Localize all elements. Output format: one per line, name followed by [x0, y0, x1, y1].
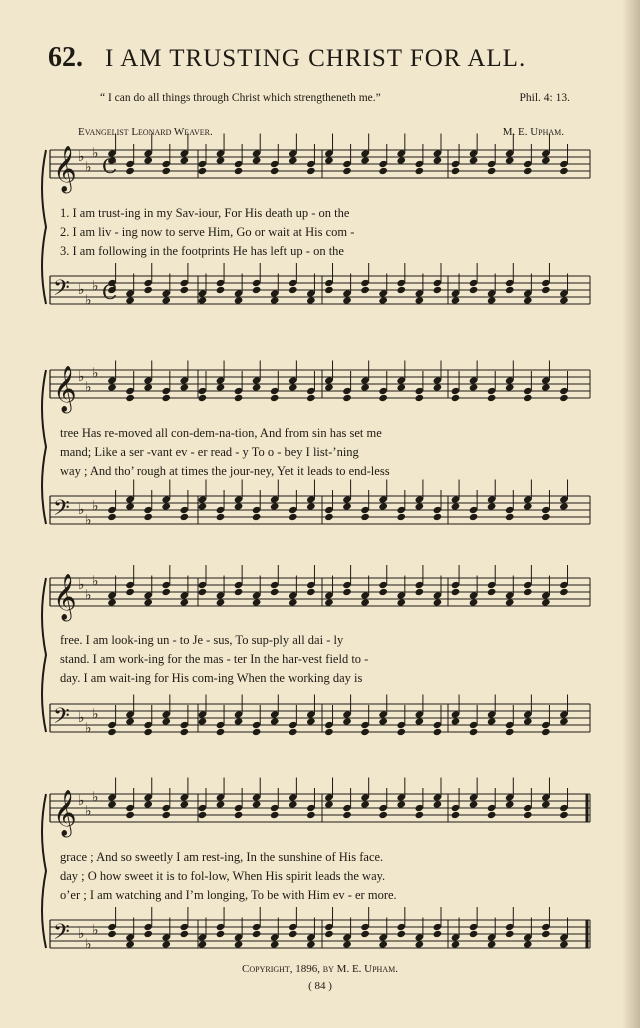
note-head [143, 598, 153, 606]
flat-icon: ♭ [78, 710, 85, 726]
note-head [107, 513, 117, 521]
treble-staff [50, 565, 590, 622]
note-head [180, 598, 190, 606]
note-head [161, 717, 171, 725]
treble-staff [50, 778, 590, 839]
note-head [505, 598, 515, 606]
note-head [433, 728, 443, 736]
note-head [378, 296, 388, 304]
flat-icon: ♭ [85, 936, 92, 953]
note-head [288, 800, 298, 808]
note-head [559, 296, 569, 304]
note-head [252, 156, 262, 164]
note-head [505, 513, 515, 521]
note-head [324, 383, 334, 391]
flat-icon: ♭ [85, 512, 92, 529]
note-head [216, 286, 226, 294]
treble-clef-icon: 𝄞 [53, 790, 77, 836]
note-head [487, 811, 497, 819]
note-head [523, 502, 533, 510]
note-head [505, 286, 515, 294]
note-head [469, 728, 479, 736]
flat-icon: ♭ [78, 577, 85, 593]
lyric-verse-1: tree Has re-moved all con-dem-na-tion, And from sin has set me [60, 426, 382, 440]
note-head [487, 502, 497, 510]
bass-clef-icon: 𝄢 [53, 920, 70, 950]
note-head [125, 588, 135, 596]
flat-icon: ♭ [92, 922, 99, 939]
lyric-verse-2: mand; Like a ser -vant ev - er read - y To o - bey I list-’ning [60, 445, 359, 459]
note-head [161, 167, 171, 175]
note-head [523, 296, 533, 304]
note-head [559, 588, 569, 596]
note-head [234, 717, 244, 725]
note-head [541, 383, 551, 391]
note-head [252, 800, 262, 808]
note-head [234, 394, 244, 402]
system-brace [42, 794, 46, 948]
note-head [306, 394, 316, 402]
note-head [161, 940, 171, 948]
note-head [198, 940, 208, 948]
note-head [360, 286, 370, 294]
bass-clef-icon: 𝄢 [53, 704, 70, 734]
note-head [378, 940, 388, 948]
note-head [451, 394, 461, 402]
note-head [324, 598, 334, 606]
flat-icon: ♭ [78, 926, 85, 942]
lyrics-block-4 [60, 848, 580, 905]
note-head [451, 940, 461, 948]
composer-credit: M. E. Upham. [502, 126, 564, 138]
note-head [396, 156, 406, 164]
note-head [234, 296, 244, 304]
note-head [396, 598, 406, 606]
note-head [125, 502, 135, 510]
note-head [143, 930, 153, 938]
note-head [433, 383, 443, 391]
note-head [306, 588, 316, 596]
note-head [360, 156, 370, 164]
note-head [216, 728, 226, 736]
lyric-verse-2: day ; O how sweet it is to fol-low, When His spirit leads the way. [60, 869, 386, 883]
note-head [342, 940, 352, 948]
note-head [541, 598, 551, 606]
note-head [487, 717, 497, 725]
bass-staff [50, 907, 590, 953]
note-head [360, 383, 370, 391]
flat-icon: ♭ [85, 803, 92, 820]
note-head [378, 588, 388, 596]
note-head [143, 156, 153, 164]
epigraph [100, 92, 570, 104]
note-head [107, 800, 117, 808]
note-head [433, 286, 443, 294]
note-head [378, 394, 388, 402]
note-head [107, 930, 117, 938]
note-head [125, 717, 135, 725]
note-head [415, 811, 425, 819]
note-head [433, 156, 443, 164]
lyric-verse-3: day. I am wait-ing for His com-ing When the working day is [60, 671, 363, 685]
note-head [378, 811, 388, 819]
note-head [252, 513, 262, 521]
note-head [469, 930, 479, 938]
lyrics-block-2 [60, 424, 580, 481]
note-head [143, 383, 153, 391]
flat-icon: ♭ [92, 278, 99, 295]
note-head [324, 156, 334, 164]
note-head [360, 800, 370, 808]
note-head [234, 588, 244, 596]
flat-icon: ♭ [85, 292, 92, 309]
bass-staff [50, 695, 590, 737]
note-head [523, 394, 533, 402]
note-head [433, 513, 443, 521]
note-head [143, 513, 153, 521]
note-head [342, 167, 352, 175]
page-spine-shadow [622, 0, 640, 1028]
treble-staff [50, 134, 590, 195]
note-head [216, 513, 226, 521]
note-head [559, 940, 569, 948]
note-head [125, 394, 135, 402]
treble-clef-icon: 𝄞 [53, 574, 77, 620]
note-head [451, 811, 461, 819]
note-head [396, 383, 406, 391]
note-head [342, 717, 352, 725]
note-head [415, 502, 425, 510]
note-head [270, 296, 280, 304]
note-head [469, 156, 479, 164]
note-head [288, 598, 298, 606]
note-head [125, 940, 135, 948]
note-head [234, 502, 244, 510]
note-head [161, 502, 171, 510]
note-head [143, 728, 153, 736]
note-head [487, 296, 497, 304]
note-head [306, 167, 316, 175]
note-head [433, 800, 443, 808]
note-head [378, 717, 388, 725]
flat-icon: ♭ [78, 793, 85, 809]
note-head [216, 383, 226, 391]
hymn-title-row [48, 42, 608, 78]
treble-clef-icon: 𝄞 [53, 146, 77, 192]
note-head [469, 383, 479, 391]
note-head [523, 811, 533, 819]
note-head [161, 394, 171, 402]
flat-icon: ♭ [92, 498, 99, 515]
note-head [198, 394, 208, 402]
note-head [505, 728, 515, 736]
note-head [252, 286, 262, 294]
lyric-verse-2: stand. I am work-ing for the mas - ter In the har-vest field to - [60, 652, 369, 666]
lyric-verse-3: 3. I am following in the footprints He has left up - on the [60, 244, 344, 258]
note-head [288, 513, 298, 521]
lyrics-block-3 [60, 631, 580, 688]
note-head [198, 588, 208, 596]
bass-staff [50, 480, 590, 529]
note-head [270, 811, 280, 819]
flat-icon: ♭ [78, 502, 85, 518]
note-head [216, 156, 226, 164]
note-head [161, 296, 171, 304]
note-head [125, 167, 135, 175]
note-head [324, 513, 334, 521]
note-head [216, 930, 226, 938]
note-head [180, 728, 190, 736]
note-head [161, 811, 171, 819]
note-head [559, 167, 569, 175]
note-head [306, 502, 316, 510]
note-head [252, 383, 262, 391]
note-head [487, 167, 497, 175]
note-head [143, 800, 153, 808]
note-head [559, 394, 569, 402]
note-head [505, 383, 515, 391]
hymn-number: 62. [48, 42, 83, 73]
note-head [360, 930, 370, 938]
note-head [523, 940, 533, 948]
note-head [469, 286, 479, 294]
page-number: ( 84 ) [308, 980, 332, 992]
lyric-verse-2: 2. I am liv - ing now to serve Him, Go or wait at His com - [60, 225, 355, 239]
note-head [415, 717, 425, 725]
system-brace [42, 370, 46, 524]
flat-icon: ♭ [78, 149, 85, 165]
note-head [396, 930, 406, 938]
note-head [469, 513, 479, 521]
note-head [378, 167, 388, 175]
note-head [161, 588, 171, 596]
common-time-icon: C [102, 154, 118, 178]
lyricist-credit: Evangelist Leonard Weaver. [78, 126, 213, 138]
hymn-title: I AM TRUSTING CHRIST FOR ALL. [105, 45, 527, 72]
note-head [487, 588, 497, 596]
note-head [415, 394, 425, 402]
note-head [125, 296, 135, 304]
note-head [180, 286, 190, 294]
note-head [306, 940, 316, 948]
note-head [541, 728, 551, 736]
note-head [505, 800, 515, 808]
note-head [198, 717, 208, 725]
common-time-icon: C [102, 280, 118, 304]
note-head [180, 156, 190, 164]
note-head [342, 502, 352, 510]
flat-icon: ♭ [92, 145, 99, 162]
note-head [198, 502, 208, 510]
lyric-verse-3: way ; And tho’ rough at times the jour-ney, Yet it leads to end-less [60, 464, 390, 478]
lyric-verse-1: free. I am look-ing un - to Je - sus, To sup-ply all dai - ly [60, 633, 344, 647]
note-head [396, 286, 406, 294]
note-head [107, 728, 117, 736]
note-head [541, 156, 551, 164]
epigraph-quote: “ I can do all things through Christ which strengtheneth me.” [100, 92, 381, 104]
note-head [143, 286, 153, 294]
note-head [270, 588, 280, 596]
system-brace [42, 578, 46, 732]
note-head [252, 598, 262, 606]
note-head [433, 598, 443, 606]
note-head [378, 502, 388, 510]
note-head [198, 296, 208, 304]
note-head [306, 296, 316, 304]
note-head [451, 502, 461, 510]
note-head [288, 156, 298, 164]
note-head [415, 167, 425, 175]
note-head [523, 588, 533, 596]
note-head [396, 728, 406, 736]
note-head [523, 717, 533, 725]
note-head [270, 717, 280, 725]
note-head [451, 588, 461, 596]
note-head [216, 800, 226, 808]
flat-icon: ♭ [92, 706, 99, 723]
note-head [360, 513, 370, 521]
note-head [288, 930, 298, 938]
note-head [505, 156, 515, 164]
note-head [288, 286, 298, 294]
note-head [451, 717, 461, 725]
bass-staff [50, 263, 590, 309]
note-head [306, 811, 316, 819]
note-head [270, 940, 280, 948]
note-head [270, 167, 280, 175]
note-head [270, 502, 280, 510]
note-head [342, 296, 352, 304]
system-brace [42, 150, 46, 304]
note-head [324, 930, 334, 938]
note-head [451, 296, 461, 304]
note-head [107, 598, 117, 606]
note-head [252, 728, 262, 736]
note-head [487, 394, 497, 402]
note-head [306, 717, 316, 725]
note-head [180, 513, 190, 521]
flat-icon: ♭ [78, 369, 85, 385]
note-head [451, 167, 461, 175]
note-head [270, 394, 280, 402]
lyrics-block-1 [60, 204, 580, 261]
bass-clef-icon: 𝄢 [53, 276, 70, 306]
bass-clef-icon: 𝄢 [53, 496, 70, 526]
treble-staff [50, 361, 590, 415]
credits [78, 126, 564, 138]
note-head [288, 383, 298, 391]
note-head [180, 930, 190, 938]
flat-icon: ♭ [85, 159, 92, 176]
note-head [342, 588, 352, 596]
note-head [415, 588, 425, 596]
note-head [415, 296, 425, 304]
note-head [559, 502, 569, 510]
note-head [180, 383, 190, 391]
note-head [216, 598, 226, 606]
flat-icon: ♭ [85, 720, 92, 737]
flat-icon: ♭ [92, 789, 99, 806]
note-head [342, 811, 352, 819]
flat-icon: ♭ [92, 573, 99, 590]
note-head [234, 940, 244, 948]
note-head [252, 930, 262, 938]
note-head [487, 940, 497, 948]
note-head [288, 728, 298, 736]
note-head [324, 286, 334, 294]
note-head [415, 940, 425, 948]
lyric-verse-3: o’er ; I am watching and I’m longing, To be with Him ev - er more. [60, 888, 397, 902]
note-head [324, 800, 334, 808]
note-head [360, 728, 370, 736]
note-head [234, 167, 244, 175]
note-head [360, 598, 370, 606]
scripture-reference: Phil. 4: 13. [519, 92, 570, 104]
note-head [342, 394, 352, 402]
flat-icon: ♭ [85, 587, 92, 604]
note-head [559, 717, 569, 725]
note-head [107, 383, 117, 391]
flat-icon: ♭ [78, 282, 85, 298]
note-head [198, 167, 208, 175]
copyright-notice: Copyright, 1896, by M. E. Upham. [242, 963, 398, 975]
note-head [541, 800, 551, 808]
note-head [541, 286, 551, 294]
note-head [523, 167, 533, 175]
note-head [469, 800, 479, 808]
lyric-verse-1: 1. I am trust-ing in my Sav-iour, For His death up - on the [60, 206, 350, 220]
note-head [125, 811, 135, 819]
lyric-verse-1: grace ; And so sweetly I am rest-ing, In the sunshine of His face. [60, 850, 384, 864]
note-head [559, 811, 569, 819]
flat-icon: ♭ [92, 365, 99, 382]
flat-icon: ♭ [85, 379, 92, 396]
note-head [396, 513, 406, 521]
note-head [198, 811, 208, 819]
note-head [505, 930, 515, 938]
note-head [541, 930, 551, 938]
note-head [324, 728, 334, 736]
note-head [396, 800, 406, 808]
note-head [541, 513, 551, 521]
note-head [234, 811, 244, 819]
note-head [180, 800, 190, 808]
note-head [469, 598, 479, 606]
note-head [433, 930, 443, 938]
treble-clef-icon: 𝄞 [53, 366, 77, 412]
